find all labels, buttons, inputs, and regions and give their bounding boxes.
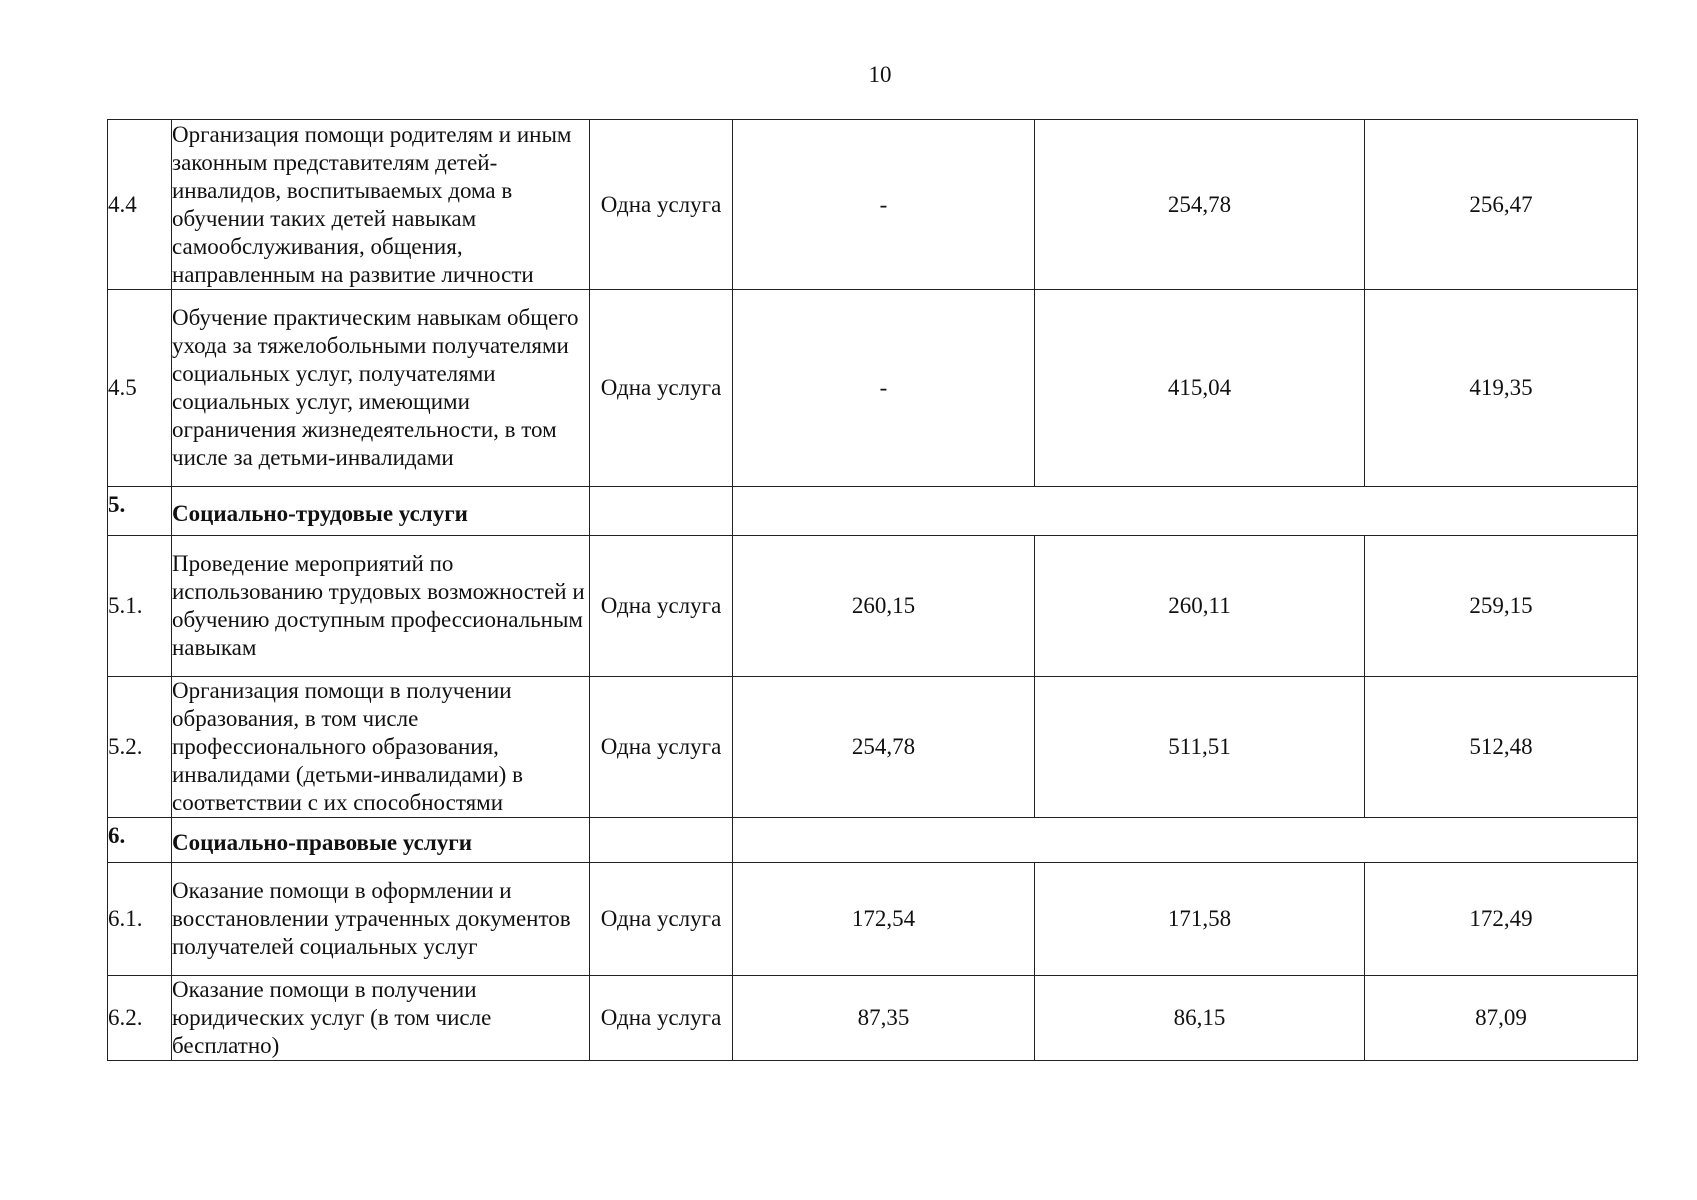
section-number: 6. bbox=[108, 818, 172, 863]
service-name: Организация помощи в получении образования, в том числе профессионального образования, инвалидами (детьми-инвалидами) в соответствии с их способностями bbox=[172, 677, 590, 818]
section-title: Социально-правовые услуги bbox=[172, 818, 590, 863]
section-row bbox=[108, 818, 1638, 863]
table-row bbox=[108, 290, 1638, 487]
page-number: 10 bbox=[868, 62, 892, 87]
unit-of-service: Одна услуга bbox=[590, 536, 733, 677]
unit-of-service: Одна услуга bbox=[590, 976, 733, 1061]
service-name: Проведение мероприятий по использованию трудовых возможностей и обучению доступным профессиональным навыкам bbox=[172, 536, 590, 677]
table-row bbox=[108, 536, 1638, 677]
value-col-1: 172,54 bbox=[733, 863, 1035, 976]
service-name: Оказание помощи в оформлении и восстановлении утраченных документов получателей социальных услуг bbox=[172, 863, 590, 976]
empty-cell bbox=[590, 818, 733, 863]
row-number: 5.1. bbox=[108, 536, 172, 677]
value-col-1: - bbox=[733, 120, 1035, 290]
service-name: Организация помощи родителям и иным законным представителям детей-инвалидов, воспитываемых дома в обучении таких детей навыкам самообслуживания, общения, направленным на развитие личности bbox=[172, 120, 590, 290]
value-col-3: 256,47 bbox=[1365, 120, 1638, 290]
row-number: 4.5 bbox=[108, 290, 172, 487]
service-name: Обучение практическим навыкам общего ухода за тяжелобольными получателями социальных услуг, получателями социальных услуг, имеющими ограничения жизнедеятельности, в том числе за детьми-инвалидами bbox=[172, 290, 590, 487]
value-col-1: - bbox=[733, 290, 1035, 487]
empty-cell bbox=[733, 818, 1638, 863]
unit-of-service: Одна услуга bbox=[590, 677, 733, 818]
value-col-2: 86,15 bbox=[1035, 976, 1365, 1061]
value-col-3: 512,48 bbox=[1365, 677, 1638, 818]
table-row bbox=[108, 863, 1638, 976]
value-col-1: 254,78 bbox=[733, 677, 1035, 818]
section-number: 5. bbox=[108, 487, 172, 536]
value-col-2: 254,78 bbox=[1035, 120, 1365, 290]
empty-cell bbox=[590, 487, 733, 536]
value-col-2: 511,51 bbox=[1035, 677, 1365, 818]
unit-of-service: Одна услуга bbox=[590, 120, 733, 290]
value-col-3: 259,15 bbox=[1365, 536, 1638, 677]
unit-of-service: Одна услуга bbox=[590, 290, 733, 487]
services-tariff-table bbox=[107, 119, 1638, 1061]
section-title: Социально-трудовые услуги bbox=[172, 487, 590, 536]
row-number: 4.4 bbox=[108, 120, 172, 290]
table-row bbox=[108, 976, 1638, 1061]
value-col-3: 172,49 bbox=[1365, 863, 1638, 976]
value-col-1: 260,15 bbox=[733, 536, 1035, 677]
value-col-1: 87,35 bbox=[733, 976, 1035, 1061]
value-col-3: 87,09 bbox=[1365, 976, 1638, 1061]
row-number: 5.2. bbox=[108, 677, 172, 818]
value-col-3: 419,35 bbox=[1365, 290, 1638, 487]
unit-of-service: Одна услуга bbox=[590, 863, 733, 976]
table-row bbox=[108, 120, 1638, 290]
table-row bbox=[108, 677, 1638, 818]
value-col-2: 171,58 bbox=[1035, 863, 1365, 976]
value-col-2: 415,04 bbox=[1035, 290, 1365, 487]
service-name: Оказание помощи в получении юридических услуг (в том числе бесплатно) bbox=[172, 976, 590, 1061]
row-number: 6.1. bbox=[108, 863, 172, 976]
empty-cell bbox=[733, 487, 1638, 536]
section-row bbox=[108, 487, 1638, 536]
row-number: 6.2. bbox=[108, 976, 172, 1061]
value-col-2: 260,11 bbox=[1035, 536, 1365, 677]
